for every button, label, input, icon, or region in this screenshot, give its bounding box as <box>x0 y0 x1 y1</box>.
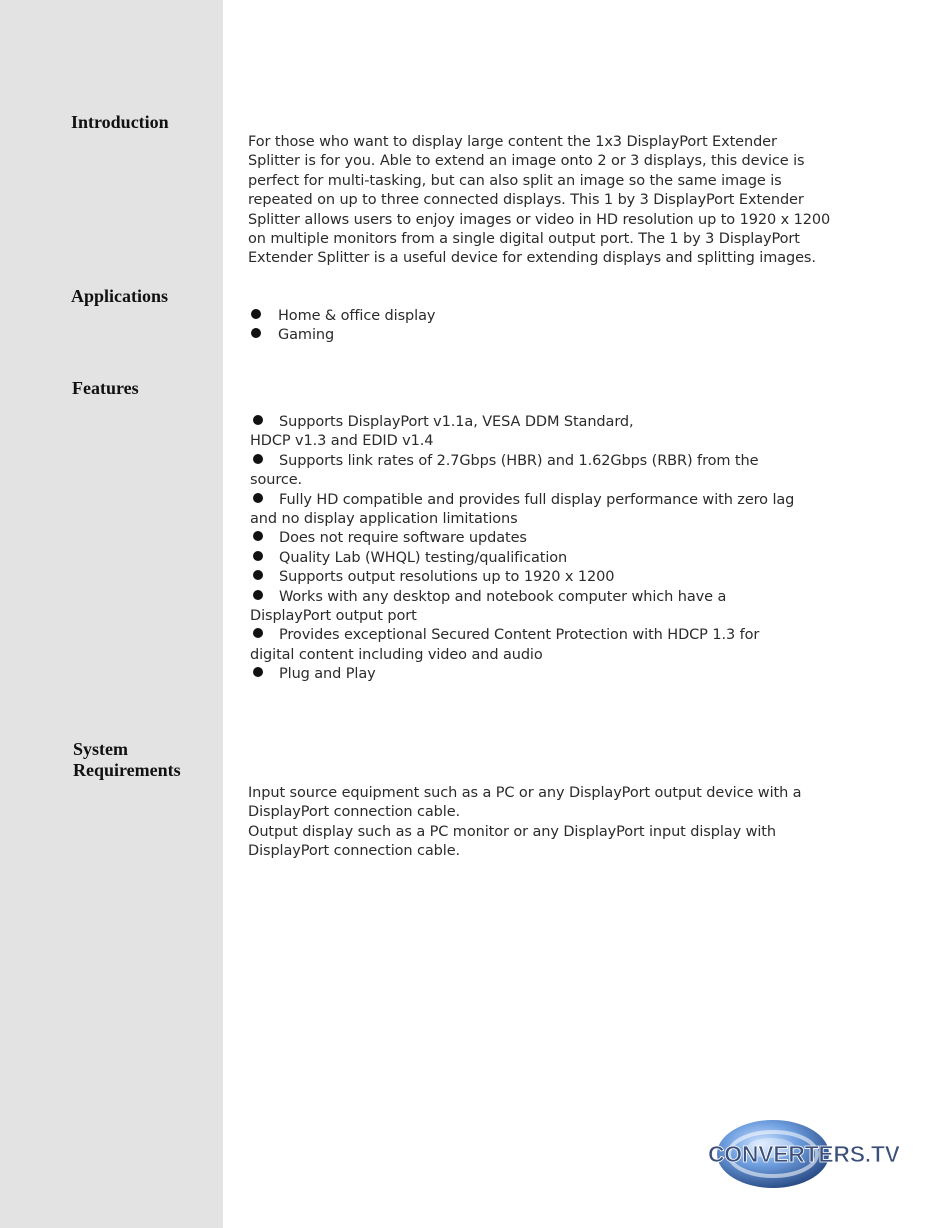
feature-text: Works with any desktop and notebook computer which have a <box>279 588 727 605</box>
logo-text: CONVERTERS.TV <box>708 1141 900 1167</box>
feature-text: Supports DisplayPort v1.1a, VESA DDM Standard, <box>279 414 634 430</box>
list-item <box>250 588 850 627</box>
bullet-icon <box>253 493 263 503</box>
converters-tv-logo <box>705 1118 910 1190</box>
intro-line: perfect for multi-tasking, but can also split an image so the same image is <box>248 172 782 189</box>
bullet-icon <box>251 309 261 319</box>
feature-text: Provides exceptional Secured Content Protection with HDCP 1.3 for <box>279 627 760 644</box>
intro-line: on multiple monitors from a single digital output port. The 1 by 3 DisplayPort <box>248 231 800 248</box>
feature-text: Fully HD compatible and provides full display performance with zero lag <box>279 491 795 508</box>
feature-text-continued: source. <box>250 472 303 489</box>
application-text: Home & office display <box>278 308 436 324</box>
feature-text-continued: digital content including video and audio <box>250 646 543 663</box>
applications-list <box>248 307 848 346</box>
feature-text-continued: and no display application limitations <box>250 511 518 528</box>
bullet-icon <box>251 328 261 338</box>
system-requirements-paragraph <box>248 784 848 862</box>
heading-system-requirements <box>73 739 181 781</box>
feature-text-continued: HDCP v1.3 and EDID v1.4 <box>250 433 434 450</box>
list-item <box>250 626 850 665</box>
feature-text: Supports output resolutions up to 1920 x 1200 <box>279 569 615 586</box>
bullet-icon <box>253 551 263 561</box>
list-item <box>250 413 850 452</box>
applications-list-wrap <box>248 307 848 346</box>
list-item <box>250 529 850 548</box>
bullet-icon <box>253 667 263 677</box>
heading-line: Requirements <box>73 760 181 780</box>
list-item <box>250 549 850 568</box>
feature-text-continued: DisplayPort output port <box>250 608 417 625</box>
heading-features: Features <box>72 378 139 398</box>
feature-text: Plug and Play <box>279 666 376 683</box>
intro-line: Splitter is for you. Able to extend an image onto 2 or 3 displays, this device is <box>248 153 805 170</box>
bullet-icon <box>253 454 263 464</box>
bullet-icon <box>253 628 263 638</box>
heading-introduction: Introduction <box>71 112 169 132</box>
bullet-icon <box>253 415 263 425</box>
application-text: Gaming <box>278 327 335 344</box>
feature-text: Does not require software updates <box>279 530 527 547</box>
list-item <box>250 568 850 587</box>
requirement-line: DisplayPort connection cable. <box>248 804 461 821</box>
list-item <box>248 326 848 345</box>
sidebar-panel <box>0 0 223 1228</box>
list-item <box>250 665 850 684</box>
requirement-line: DisplayPort connection cable. <box>248 843 461 860</box>
bullet-icon <box>253 570 263 580</box>
intro-line: repeated on up to three connected displays. This 1 by 3 DisplayPort Extender <box>248 192 804 209</box>
intro-line: Splitter allows users to enjoy images or video in HD resolution up to 1920 x 1200 <box>248 211 831 228</box>
feature-text: Quality Lab (WHQL) testing/qualification <box>279 549 568 566</box>
introduction-paragraph <box>248 133 848 269</box>
heading-applications: Applications <box>71 286 169 306</box>
features-list-wrap <box>250 413 850 685</box>
requirement-line: Output display such as a PC monitor or any DisplayPort input display with <box>248 823 776 840</box>
intro-line: Extender Splitter is a useful device for extending displays and splitting images. <box>248 250 816 267</box>
list-item <box>250 491 850 530</box>
feature-text: Supports link rates of 2.7Gbps (HBR) and 1.62Gbps (RBR) from the <box>279 452 759 469</box>
bullet-icon <box>253 531 263 541</box>
list-item <box>250 452 850 491</box>
bullet-icon <box>253 590 263 600</box>
heading-line: System <box>73 739 128 759</box>
list-item <box>248 307 848 326</box>
features-list <box>250 413 850 685</box>
requirement-line: Input source equipment such as a PC or any DisplayPort output device with a <box>248 785 802 801</box>
intro-line: For those who want to display large content the 1x3 DisplayPort Extender <box>248 134 777 150</box>
